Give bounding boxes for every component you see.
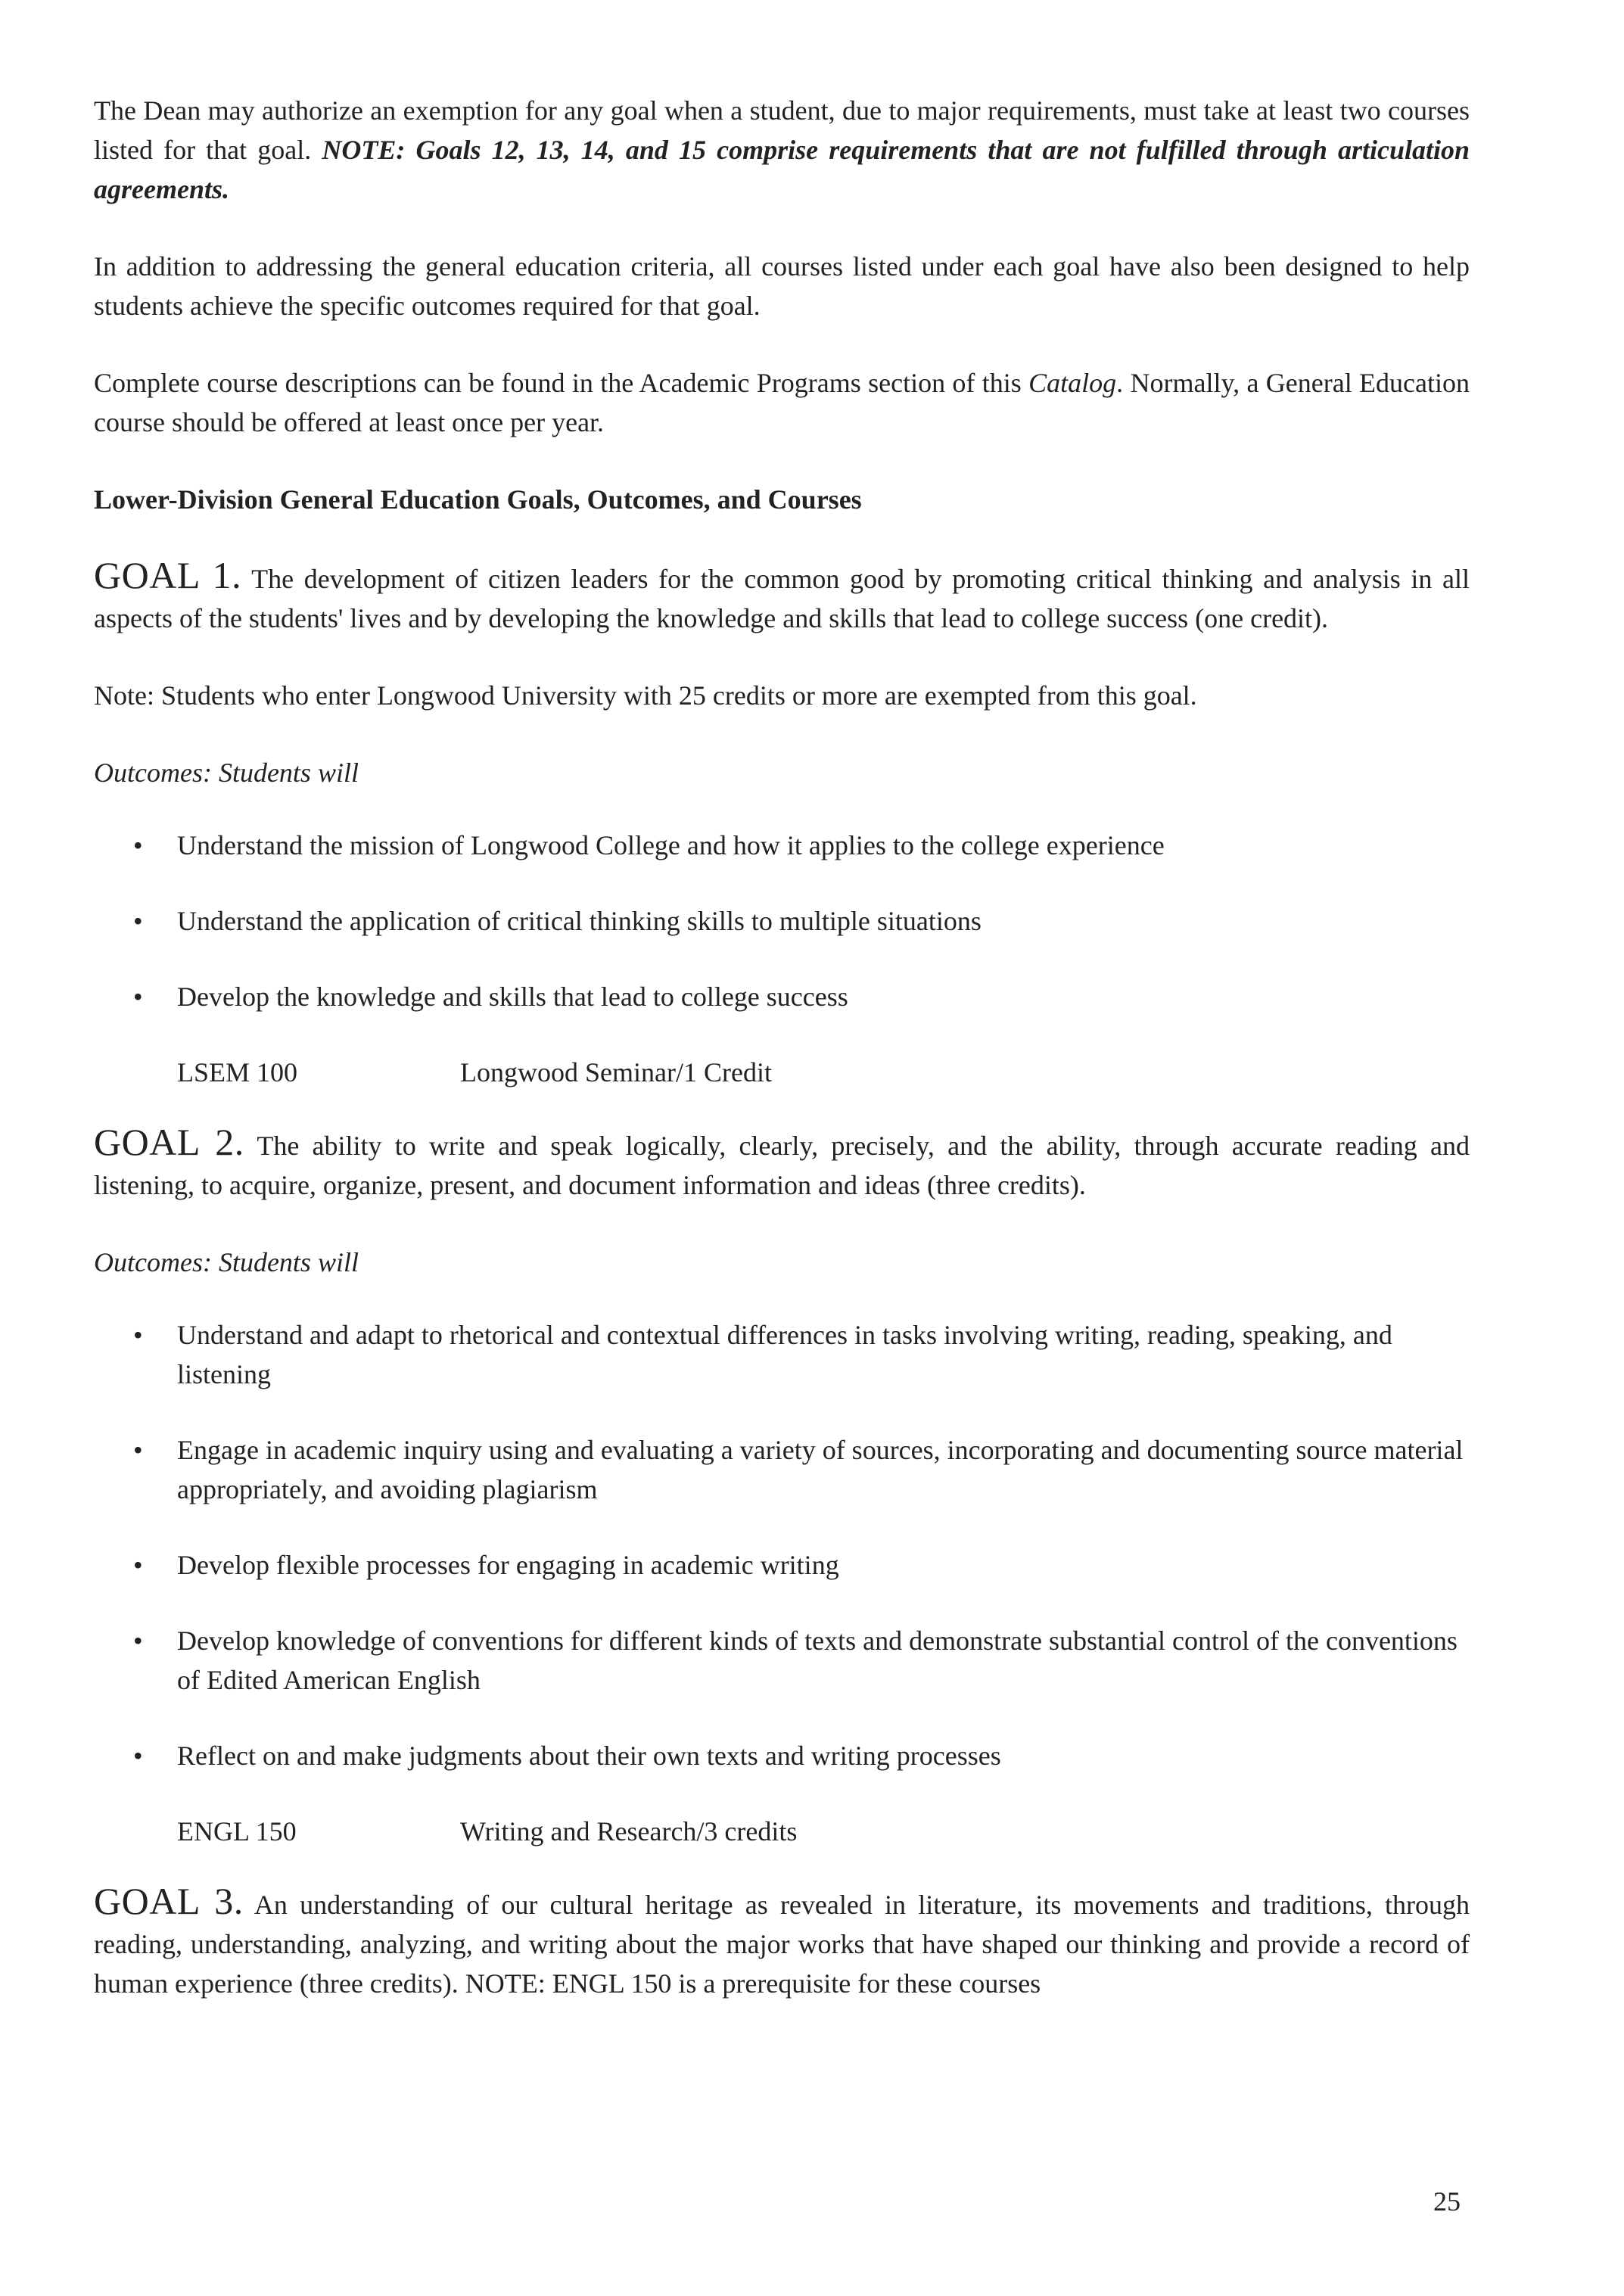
goal-3-text: An understanding of our cultural heritage as revealed in literature, its movements and traditions, through reading, understanding, analyzing, and writing about the major works that have shaped our thinking and provide a record of human experience (three credits). NOTE: ENGL 150 is a prerequisite for these courses bbox=[94, 1890, 1470, 1999]
goal-2-outcome-item: • Reflect on and make judgments about their own texts and writing processes bbox=[94, 1736, 1470, 1775]
goal-3-label: GOAL 3. bbox=[94, 1880, 244, 1922]
goal-2-course-code: ENGL 150 bbox=[177, 1816, 297, 1846]
goal-1-course-code: LSEM 100 bbox=[177, 1057, 298, 1087]
goal-2-outcome-item: • Develop knowledge of conventions for different kinds of texts and demonstrate substantial control of the conventions of Edited American English bbox=[94, 1621, 1470, 1700]
goal-1-outcome-item: • Understand the application of critical thinking skills to multiple situations bbox=[94, 901, 1470, 941]
goal-2-course-row bbox=[94, 1812, 1470, 1851]
goal-2-text: The ability to write and speak logically, clearly, precisely, and the ability, through accurate reading and listening, to acquire, organize, present, and document information and ideas (three credits). bbox=[94, 1131, 1470, 1200]
descriptions-text-a: Complete course descriptions can be found in the Academic Programs section of this bbox=[94, 368, 1029, 398]
document-page bbox=[94, 91, 1470, 2041]
goal-1-outcome-item: • Understand the mission of Longwood College and how it applies to the college experience bbox=[94, 826, 1470, 865]
descriptions-text-b: . Normally, a General Education course should be offered at least once per year. bbox=[94, 368, 1470, 437]
goal-1-text: The development of citizen leaders for the common good by promoting critical thinking and analysis in all aspects of the students' lives and by developing the knowledge and skills that lead to college success (one credit). bbox=[94, 564, 1470, 633]
goal-2-outcomes-label: Outcomes: Students will bbox=[94, 1247, 359, 1277]
articulation-note: NOTE: Goals 12, 13, 14, and 15 comprise requirements that are not fulfilled through articulation agreements. bbox=[94, 135, 1470, 204]
goal-1-outcomes-label: Outcomes: Students will bbox=[94, 758, 359, 788]
goal-2-course-title: Writing and Research/3 credits bbox=[460, 1816, 798, 1846]
goal-2-paragraph bbox=[94, 1122, 1470, 1205]
goal-3-paragraph bbox=[94, 1881, 1470, 2003]
intro-paragraph-criteria: In addition to addressing the general education criteria, all courses listed under each goal have also been designed to help students achieve the specific outcomes required for that goal. bbox=[94, 251, 1470, 321]
intro-paragraph-exemption bbox=[94, 91, 1470, 209]
goal-2-label: GOAL 2. bbox=[94, 1121, 244, 1163]
goal-1-course-row bbox=[94, 1053, 1470, 1092]
intro-paragraph-descriptions bbox=[94, 363, 1470, 442]
goal-2-outcome-item: • Understand and adapt to rhetorical and contextual differences in tasks involving writing, reading, speaking, and listening bbox=[94, 1315, 1470, 1394]
section-heading: Lower-Division General Education Goals, Outcomes, and Courses bbox=[94, 484, 862, 515]
goal-1-outcome-item: • Develop the knowledge and skills that lead to college success bbox=[94, 977, 1470, 1016]
goal-2-outcome-item: • Engage in academic inquiry using and evaluating a variety of sources, incorporating and documenting source material appropriately, and avoiding plagiarism bbox=[94, 1430, 1470, 1509]
goal-1-label: GOAL 1. bbox=[94, 554, 242, 596]
goal-1-course-title: Longwood Seminar/1 Credit bbox=[460, 1057, 772, 1087]
goal-2-outcome-item: • Develop flexible processes for engaging in academic writing bbox=[94, 1545, 1470, 1585]
goal-1-paragraph bbox=[94, 555, 1470, 638]
goal-1-note: Note: Students who enter Longwood University with 25 credits or more are exempted from this goal. bbox=[94, 680, 1197, 711]
goal-2-outcomes-list bbox=[94, 1315, 1470, 1775]
exemption-text: The Dean may authorize an exemption for any goal when a student, due to major requirements, must take at least two courses listed for that goal. bbox=[94, 95, 1470, 165]
goal-1-outcomes-list bbox=[94, 826, 1470, 1016]
page-number: 25 bbox=[1433, 2186, 1461, 2217]
catalog-title: Catalog bbox=[1028, 368, 1117, 398]
